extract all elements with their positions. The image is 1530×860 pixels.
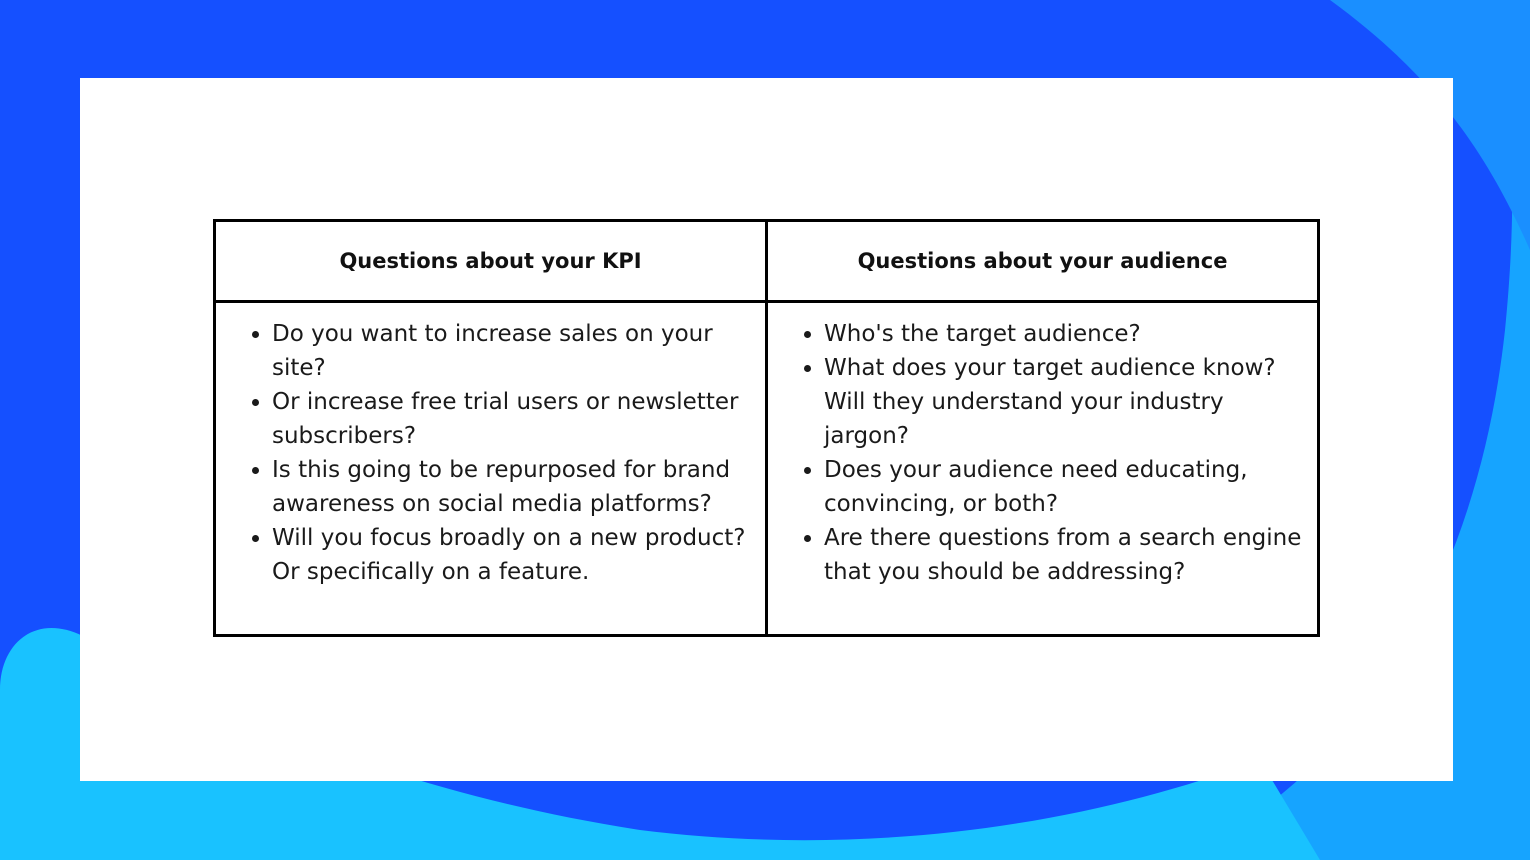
list-item: • Does your audience need educating, convincing, or both? bbox=[824, 453, 1307, 521]
table-header-row bbox=[215, 221, 1319, 302]
list-item: • Or increase free trial users or newsletter subscribers? bbox=[272, 385, 755, 453]
list-item: • Will you focus broadly on a new product? Or specifically on a feature. bbox=[272, 521, 755, 589]
kpi-questions-list bbox=[216, 317, 755, 589]
list-item: • Are there questions from a search engine that you should be addressing? bbox=[824, 521, 1307, 589]
list-item: • Who's the target audience? bbox=[824, 317, 1307, 351]
kpi-column-header: Questions about your KPI bbox=[215, 221, 767, 302]
table-row bbox=[215, 302, 1319, 636]
questions-table bbox=[213, 219, 1320, 637]
list-item: • Is this going to be repurposed for brand awareness on social media platforms? bbox=[272, 453, 755, 521]
audience-column-header: Questions about your audience bbox=[767, 221, 1319, 302]
list-item: • Do you want to increase sales on your site? bbox=[272, 317, 755, 385]
audience-questions-cell bbox=[767, 302, 1319, 636]
list-item: • What does your target audience know? Will they understand your industry jargon? bbox=[824, 351, 1307, 453]
content-card bbox=[80, 78, 1453, 781]
audience-questions-list bbox=[768, 317, 1307, 589]
kpi-questions-cell bbox=[215, 302, 767, 636]
